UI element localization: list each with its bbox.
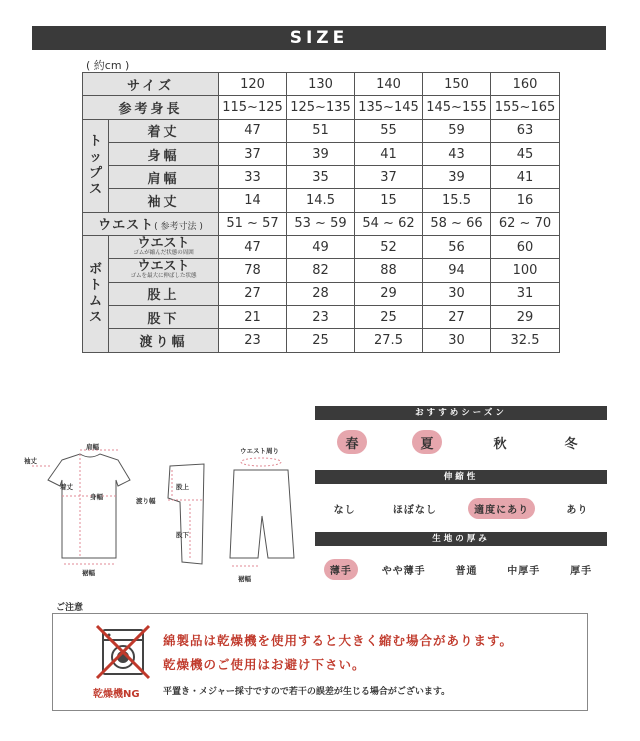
size-col: 130	[287, 73, 355, 96]
stretch-yes: あり	[566, 504, 589, 516]
table-cell: 100	[491, 259, 560, 282]
table-cell: 37	[355, 166, 423, 189]
table-header-row	[83, 73, 560, 96]
table-cell: 27	[219, 282, 287, 305]
table-cell: 39	[287, 142, 355, 165]
thickness-panel	[315, 532, 607, 592]
row-label: 袖丈	[109, 189, 219, 212]
table-cell: 94	[423, 259, 491, 282]
thickness-thick: 厚手	[570, 565, 593, 577]
warning-text-2: 乾燥機のご使用はお避け下さい。	[163, 657, 366, 672]
caution-title: ご注意	[56, 603, 84, 613]
table-cell: 135~145	[355, 96, 423, 119]
table-row	[83, 259, 560, 282]
table-cell: 51	[287, 119, 355, 142]
label-sleeve: 袖丈	[24, 457, 37, 465]
size-header-label: サイズ	[83, 73, 219, 96]
stretch-moderate: 適度にあり	[468, 498, 535, 519]
table-cell: 27	[423, 305, 491, 328]
table-cell: 29	[355, 282, 423, 305]
table-cell: 39	[423, 166, 491, 189]
table-cell: 43	[423, 142, 491, 165]
label-inseam: 股下	[176, 531, 189, 539]
tops-group-label: ト ッ プ ス	[83, 119, 109, 212]
waist-label: ウエスト( 参考寸法 )	[83, 212, 219, 235]
size-title-bar: SIZE	[32, 26, 606, 50]
table-cell: 14	[219, 189, 287, 212]
table-row	[83, 282, 560, 305]
table-cell: 115~125	[219, 96, 287, 119]
thickness-slightly-thin: やや薄手	[381, 565, 426, 577]
season-winter: 冬	[564, 436, 579, 452]
table-cell: 35	[287, 166, 355, 189]
thickness-normal: 普通	[455, 565, 478, 577]
height-label: 参考身長	[83, 96, 219, 119]
no-dryer-icon	[93, 622, 153, 682]
stretch-almost-none: ほぼなし	[392, 504, 437, 516]
table-cell: 23	[219, 329, 287, 352]
label-thigh: 渡り幅	[136, 497, 156, 505]
label-chest: 身幅	[90, 493, 103, 501]
size-col: 150	[423, 73, 491, 96]
size-col: 160	[491, 73, 560, 96]
table-cell: 37	[219, 142, 287, 165]
size-table	[82, 72, 560, 353]
table-row	[83, 189, 560, 212]
table-cell: 78	[219, 259, 287, 282]
table-cell: 59	[423, 119, 491, 142]
table-cell: 49	[287, 236, 355, 259]
table-row	[83, 212, 560, 235]
table-cell: 15	[355, 189, 423, 212]
table-cell: 82	[287, 259, 355, 282]
garment-illustration	[22, 440, 302, 590]
table-cell: 33	[219, 166, 287, 189]
stretch-title: 伸縮性	[315, 470, 607, 484]
table-cell: 47	[219, 236, 287, 259]
table-cell: 30	[423, 329, 491, 352]
label-waist-round: ウエスト周り	[240, 447, 279, 455]
table-cell: 155~165	[491, 96, 560, 119]
row-label: ウエスト ゴムを最大に伸ばした状態	[109, 259, 219, 282]
table-row	[83, 142, 560, 165]
label-shoulder: 肩幅	[86, 443, 99, 451]
table-cell: 125~135	[287, 96, 355, 119]
shorts-front-diagram	[230, 458, 294, 566]
table-cell: 52	[355, 236, 423, 259]
season-summer: 夏	[412, 430, 442, 454]
stretch-panel	[315, 470, 607, 532]
table-row	[83, 166, 560, 189]
table-cell: 63	[491, 119, 560, 142]
table-cell: 23	[287, 305, 355, 328]
table-cell: 56	[423, 236, 491, 259]
stretch-none: なし	[333, 504, 356, 516]
warning-text-1: 綿製品は乾燥機を使用すると大きく縮む場合があります。	[163, 633, 514, 648]
pants-side-diagram	[168, 464, 204, 564]
bottoms-group-label: ボ ト ム ス	[83, 236, 109, 352]
table-cell: 45	[491, 142, 560, 165]
row-label: 肩幅	[109, 166, 219, 189]
caution-box	[52, 613, 588, 711]
season-panel	[315, 406, 607, 464]
size-col: 140	[355, 73, 423, 96]
table-cell: 47	[219, 119, 287, 142]
table-cell: 29	[491, 305, 560, 328]
table-cell: 27.5	[355, 329, 423, 352]
season-autumn: 秋	[493, 436, 508, 452]
season-title: おすすめシーズン	[315, 406, 607, 420]
table-row	[83, 96, 560, 119]
table-cell: 30	[423, 282, 491, 305]
table-cell: 53 ~ 59	[287, 212, 355, 235]
season-spring: 春	[337, 430, 367, 454]
table-cell: 28	[287, 282, 355, 305]
measurement-diagrams	[22, 440, 302, 590]
table-row	[83, 305, 560, 328]
table-cell: 25	[355, 305, 423, 328]
thickness-medium-thick: 中厚手	[507, 565, 541, 577]
label-length: 着丈	[60, 483, 73, 491]
table-cell: 88	[355, 259, 423, 282]
table-cell: 32.5	[491, 329, 560, 352]
thickness-title: 生地の厚み	[315, 532, 607, 546]
size-col: 120	[219, 73, 287, 96]
table-row	[83, 119, 560, 142]
row-label: 渡り幅	[109, 329, 219, 352]
label-hem: 裾幅	[82, 569, 95, 577]
table-cell: 41	[491, 166, 560, 189]
label-rise: 股上	[176, 483, 189, 491]
row-label: ウエスト ゴムが縮んだ状態の周囲	[109, 236, 219, 259]
label-hem2: 裾幅	[238, 575, 251, 583]
table-cell: 41	[355, 142, 423, 165]
table-cell: 31	[491, 282, 560, 305]
table-cell: 54 ~ 62	[355, 212, 423, 235]
table-row	[83, 329, 560, 352]
table-cell: 145~155	[423, 96, 491, 119]
table-cell: 14.5	[287, 189, 355, 212]
table-cell: 55	[355, 119, 423, 142]
row-label: 股上	[109, 282, 219, 305]
table-cell: 21	[219, 305, 287, 328]
row-label: 股下	[109, 305, 219, 328]
unit-label: ( 約cm )	[86, 59, 130, 72]
table-cell: 16	[491, 189, 560, 212]
table-cell: 15.5	[423, 189, 491, 212]
row-label: 身幅	[109, 142, 219, 165]
tshirt-diagram	[32, 450, 130, 564]
table-cell: 62 ~ 70	[491, 212, 560, 235]
measurement-note: 平置き・メジャー採寸ですので若干の誤差が生じる場合がございます。	[163, 687, 451, 697]
table-cell: 25	[287, 329, 355, 352]
table-cell: 51 ~ 57	[219, 212, 287, 235]
table-row	[83, 236, 560, 259]
no-dryer-label: 乾燥機NG	[93, 689, 140, 700]
thickness-thin: 薄手	[324, 559, 358, 580]
table-cell: 60	[491, 236, 560, 259]
table-cell: 58 ~ 66	[423, 212, 491, 235]
row-label: 着丈	[109, 119, 219, 142]
